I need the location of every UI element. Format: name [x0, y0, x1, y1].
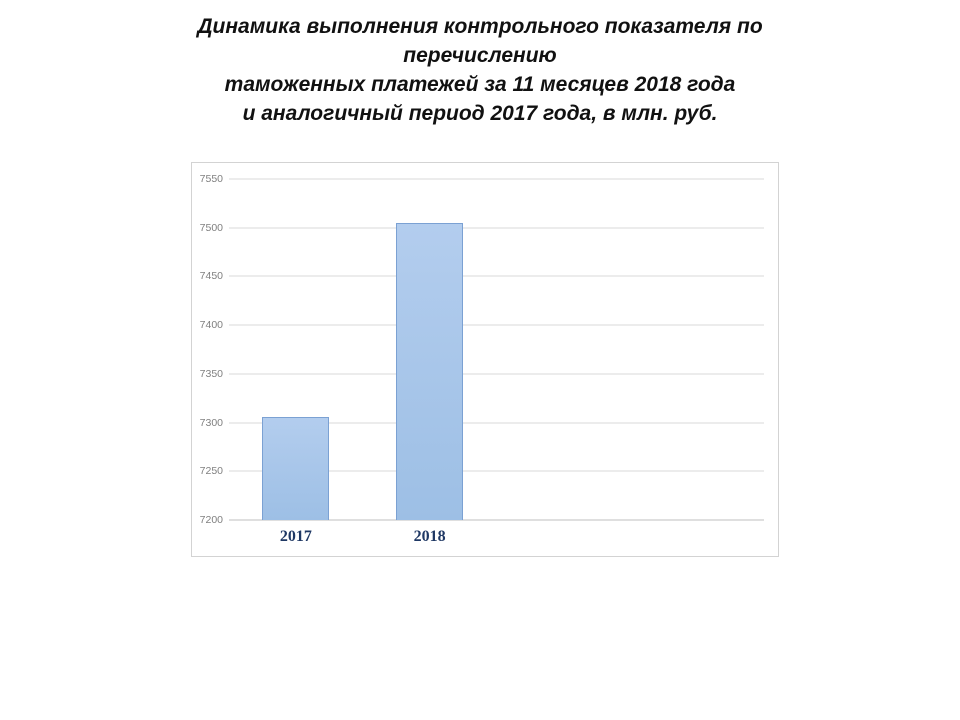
- gridline: [229, 373, 764, 374]
- x-category-label: 2017: [279, 528, 312, 545]
- gridline: [229, 179, 764, 180]
- y-tick-label: 7550: [199, 173, 223, 185]
- x-axis: [229, 526, 764, 550]
- y-tick-label: 7450: [199, 270, 223, 283]
- y-tick-label: 7250: [199, 465, 223, 478]
- y-tick-label: 7350: [199, 367, 223, 380]
- plot-area: [229, 179, 764, 520]
- x-category-label: 2018: [413, 528, 446, 545]
- gridline: [229, 325, 764, 326]
- y-axis: [192, 173, 223, 526]
- gridline: [229, 276, 764, 277]
- chart-title-line: Динамика выполнения контрольного показателя по: [197, 15, 763, 38]
- y-tick-label: 7300: [199, 416, 223, 429]
- chart-title-line: и аналогичный период 2017 года, в млн. руб.: [242, 102, 718, 125]
- chart-title: [80, 12, 880, 128]
- bar-2018: [396, 223, 463, 520]
- gridline: [229, 227, 764, 228]
- y-tick-label: 7500: [199, 221, 223, 234]
- bar-2017: [262, 417, 329, 520]
- chart-title-line: перечислению: [403, 44, 557, 67]
- y-tick-label: 7400: [199, 319, 223, 332]
- y-tick-label: 7200: [199, 514, 223, 526]
- bar-chart: [191, 162, 779, 557]
- chart-title-line: таможенных платежей за 11 месяцев 2018 года: [224, 73, 736, 96]
